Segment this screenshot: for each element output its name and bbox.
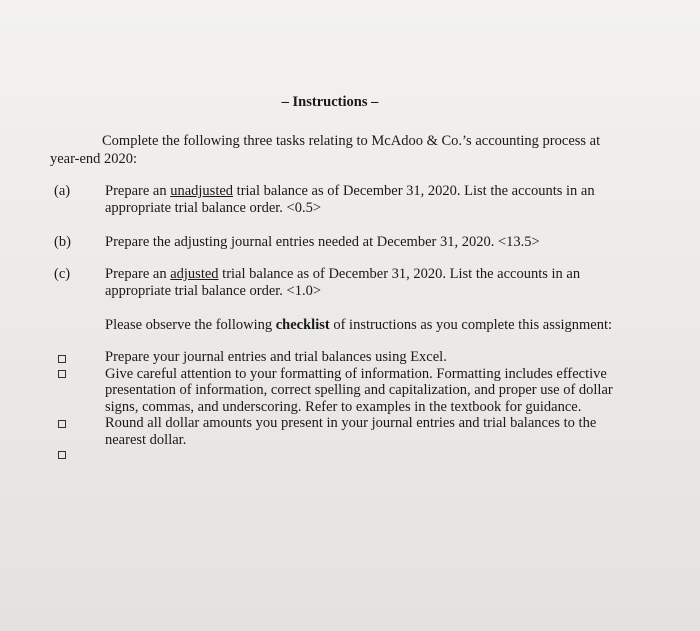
task-b-letter: (b)	[54, 234, 71, 250]
checklist-items	[105, 349, 645, 448]
checkbox-1-icon	[58, 355, 66, 363]
instructions-title: – Instructions –	[281, 94, 379, 110]
task-c-line-2: appropriate trial balance order. <1.0>	[105, 283, 322, 299]
task-a-text-end: trial balance as of December 31, 2020. List the accounts in an	[233, 183, 595, 199]
task-a-letter: (a)	[54, 183, 71, 199]
checklist-intro-bold: checklist	[275, 317, 330, 333]
task-c-text	[105, 266, 635, 300]
checklist-intro	[105, 317, 665, 334]
checklist-line-4: signs, commas, and underscoring. Refer to examples in the textbook for guidance.	[105, 398, 582, 415]
task-a-line-2: appropriate trial balance order. <0.5>	[105, 200, 322, 216]
checklist-line-1: Prepare your journal entries and trial balances using Excel.	[105, 349, 447, 365]
checklist-line-5: Round all dollar amounts you present in your journal entries and trial balances to the	[105, 415, 597, 431]
task-c-text-start: Prepare an	[105, 266, 171, 282]
checklist-intro-start: Please observe the following	[105, 317, 276, 333]
intro-paragraph	[50, 132, 650, 168]
checkbox-2-icon	[58, 370, 66, 378]
intro-line-1: Complete the following three tasks relating to McAdoo & Co.’s accounting process at	[102, 133, 601, 149]
task-b-text: Prepare the adjusting journal entries needed at December 31, 2020. <13.5>	[105, 234, 540, 250]
task-a-text	[105, 183, 635, 217]
task-a-text-start: Prepare an	[105, 183, 171, 199]
task-c-text-end: trial balance as of December 31, 2020. List the accounts in an	[218, 266, 581, 282]
checklist-line-2: Give careful attention to your formatting of information. Formatting includes effective	[105, 365, 607, 382]
checklist-line-6: nearest dollar.	[105, 431, 187, 448]
intro-line-2: year-end 2020:	[50, 151, 138, 167]
checkbox-4-icon	[58, 451, 66, 459]
checklist-intro-end: of instructions as you complete this assignment:	[329, 317, 613, 333]
checklist-line-3: presentation of information, correct spelling and capitalization, and proper use of dollar	[105, 382, 613, 398]
task-c-underlined: adjusted	[170, 266, 219, 282]
checkbox-3-icon	[58, 420, 66, 428]
task-a-underlined: unadjusted	[170, 183, 234, 199]
task-c-letter: (c)	[54, 266, 71, 282]
